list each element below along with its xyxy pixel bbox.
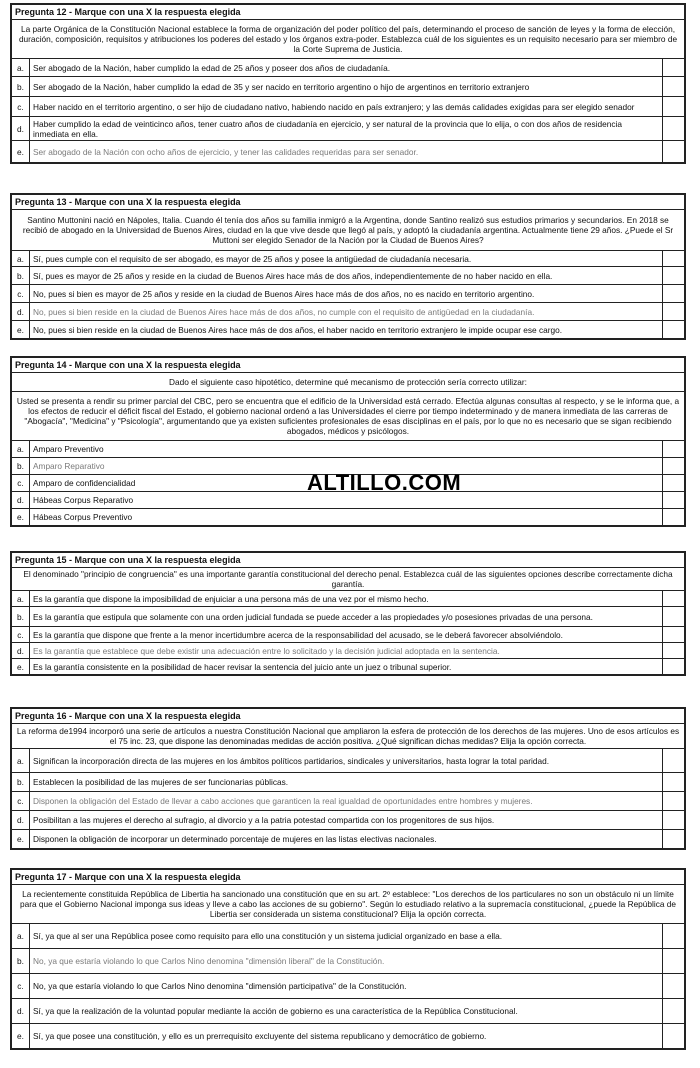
option-text: Amparo de confidencialidad: [30, 475, 663, 492]
answer-mark-box[interactable]: [662, 251, 684, 267]
answer-mark-box[interactable]: [662, 811, 684, 830]
answer-mark-box[interactable]: [662, 607, 684, 627]
answer-mark-box[interactable]: [662, 830, 684, 849]
question-stem: Dado el siguiente caso hipotético, determine qué mecanismo de protección sería correcto utilizar:: [12, 373, 685, 392]
option-row: [12, 792, 685, 811]
option-letter: e.: [12, 659, 30, 675]
answer-mark-box[interactable]: [662, 792, 684, 811]
option-text: Ser abogado de la Nación con ocho años de ejercicio, y tener las calidades requeridas para ser senador.: [30, 141, 663, 163]
option-letter: e.: [12, 509, 30, 526]
option-row: [12, 627, 685, 643]
question-stem: La reforma de1994 incorporó una serie de artículos a nuestra Constitución Nacional que ampliaron la esfera de protección de los derechos de las mujeres. Uno de esos artículos es el 75 inc. 23, que dispone las denominadas medidas de acción positiva. ¿Qué significan dichas medidas? Elija la opción correcta.: [12, 724, 685, 749]
question-15: [10, 551, 686, 676]
option-text: Haber cumplido la edad de veinticinco años, tener cuatro años de ciudadanía en ejercicio, y ser natural de la provincia que lo elija, o con dos años de residencia inmediata en ella.: [30, 117, 663, 141]
option-row: [12, 267, 685, 285]
question-12: [10, 3, 686, 164]
question-title: Pregunta 14 - Marque con una X la respuesta elegida: [12, 358, 685, 373]
option-text: Hábeas Corpus Preventivo: [30, 509, 663, 526]
question-title: Pregunta 15 - Marque con una X la respuesta elegida: [12, 553, 685, 568]
watermark: ALTILLO.COM: [307, 470, 462, 495]
option-letter: c.: [12, 627, 30, 643]
option-letter: a.: [12, 441, 30, 458]
answer-mark-box[interactable]: [662, 659, 684, 675]
answer-mark-box[interactable]: [662, 949, 684, 974]
option-text: Es la garantía consistente en la posibilidad de hacer revisar la sentencia del juicio ante un juez o tribunal superior.: [30, 659, 663, 675]
option-text: Sí, ya que la realización de la voluntad popular mediante la acción de gobierno es una característica de la República Constitucional.: [30, 999, 663, 1024]
option-text: Amparo Reparativo: [30, 458, 663, 475]
option-letter: d.: [12, 811, 30, 830]
answer-mark-box[interactable]: [662, 117, 684, 141]
option-text: No, ya que estaría violando lo que Carlos Nino denomina "dimensión participativa" de la Constitución.: [30, 974, 663, 999]
question-stem: El denominado "principio de congruencia" es una importante garantía constitucional del derecho penal. Establezca cuál de las siguientes opciones describe correctamente dicha garantía.: [12, 568, 685, 591]
question-stem: Santino Muttonini nació en Nápoles, Italia. Cuando él tenía dos años su familia inmigró a la Argentina, donde Santino realizó sus estudios primarios y secundarios. En 2018 se recibió de abogado en la Universidad de Buenos Aires, ciudad en la que vive desde que llegó al país, y adoptó la ciudadanía argentina. Actualmente tiene 29 años. ¿Puede el Sr Muttoni ser elegido Senador de la Nación por la Ciudad de Buenos Aires?: [12, 210, 685, 251]
answer-mark-box[interactable]: [662, 458, 684, 475]
option-text: Es la garantía que estipula que solamente con una orden judicial fundada se puede acceder a las propiedades y/o posesiones privadas de una persona.: [30, 607, 663, 627]
answer-mark-box[interactable]: [662, 475, 684, 492]
answer-mark-box[interactable]: [662, 999, 684, 1024]
option-row: [12, 949, 685, 974]
answer-mark-box[interactable]: [662, 627, 684, 643]
option-letter: e.: [12, 141, 30, 163]
option-row: [12, 749, 685, 773]
option-letter: c.: [12, 475, 30, 492]
option-letter: d.: [12, 643, 30, 659]
option-row: [12, 607, 685, 627]
question-stem: La recientemente constituida República de Libertia ha sancionado una constitución que en su art. 2º establece: "Los derechos de los particulares no son un obstáculo ni un límite para que el Gobierno Nacional imponga sus ideas y lleve a cabo las acciones de su gobierno". Según lo estudiado relativo a la supremacía constitucional, ¿puede la República de Libertia ser considerada un sistema constitucional? Elija la opción correcta.: [12, 885, 685, 924]
option-letter: b.: [12, 267, 30, 285]
option-letter: a.: [12, 924, 30, 949]
option-letter: b.: [12, 458, 30, 475]
question-stem: Usted se presenta a rendir su primer parcial del CBC, pero se encuentra que el edificio de la Universidad está cerrado. Efectúa algunas consultas al respecto, y se le informa que, a los efectos de reducir el déficit fiscal del Estado, el gobierno nacional ordenó a las Universidades el cierre por tiempo indeterminado y de manera inmediata de las carreras de "Abogacía", "Medicina" y "Psicología", argumentando que ya existen suficientes profesionales de esas disciplinas en el país, por lo que no es necesario que se sigan recibiendo abogados, médicos y psicólogos.: [12, 392, 685, 441]
question-17: [10, 868, 686, 1050]
question-title: Pregunta 13 - Marque con una X la respuesta elegida: [12, 195, 685, 210]
answer-mark-box[interactable]: [662, 509, 684, 526]
question-13: [10, 193, 686, 340]
option-letter: a.: [12, 251, 30, 267]
answer-mark-box[interactable]: [662, 303, 684, 321]
option-row: [12, 974, 685, 999]
option-letter: c.: [12, 792, 30, 811]
option-row: [12, 773, 685, 792]
answer-mark-box[interactable]: [662, 59, 684, 77]
question-stem: La parte Orgánica de la Constitución Nacional establece la forma de organización del poder político del país, determinando el proceso de sanción de leyes y la forma de elección, duración, composición, requisitos y atribuciones los poderes del estado y los órganos extra-poder. Establezca cuál de los siguientes es un requisito necesario para ser miembro de la Corte Suprema de Justicia.: [12, 20, 685, 59]
option-row: [12, 830, 685, 849]
option-text: Sí, ya que posee una constitución, y ello es un prerrequisito excluyente del sistema republicano y democrático de gobierno.: [30, 1024, 663, 1049]
option-row: [12, 441, 685, 458]
option-text: Haber nacido en el territorio argentino, o ser hijo de ciudadano nativo, habiendo nacido en país extranjero; y las demás calidades exigidas para ser elegido senador: [30, 97, 663, 117]
answer-mark-box[interactable]: [662, 441, 684, 458]
answer-mark-box[interactable]: [662, 974, 684, 999]
option-letter: e.: [12, 830, 30, 849]
option-letter: c.: [12, 974, 30, 999]
question-14: [10, 356, 686, 527]
option-letter: e.: [12, 1024, 30, 1049]
option-text: Sí, pues cumple con el requisito de ser abogado, es mayor de 25 años y posee la antigüedad de ciudadanía necesaria.: [30, 251, 663, 267]
option-row: [12, 643, 685, 659]
option-row: [12, 811, 685, 830]
answer-mark-box[interactable]: [662, 321, 684, 339]
option-letter: b.: [12, 77, 30, 97]
option-text: Disponen la obligación del Estado de llevar a cabo acciones que garanticen la real igualdad de oportunidades entre hombres y mujeres.: [30, 792, 663, 811]
question-title: Pregunta 12 - Marque con una X la respuesta elegida: [12, 5, 685, 20]
answer-mark-box[interactable]: [662, 492, 684, 509]
answer-mark-box[interactable]: [662, 97, 684, 117]
option-text: Ser abogado de la Nación, haber cumplido la edad de 25 años y poseer dos años de ciudadanía.: [30, 59, 663, 77]
option-row: [12, 97, 685, 117]
option-text: Disponen la obligación de incorporar un determinado porcentaje de mujeres en las listas electivas nacionales.: [30, 830, 663, 849]
option-text: No, pues si bien reside en la ciudad de Buenos Aires hace más de dos años, el haber nacido en territorio extranjero le impide ocupar ese cargo.: [30, 321, 663, 339]
option-letter: e.: [12, 321, 30, 339]
answer-mark-box[interactable]: [662, 591, 684, 607]
option-text: No, pues si bien reside en la ciudad de Buenos Aires hace más de dos años, no cumple con el requisito de antigüedad en la ciudadanía.: [30, 303, 663, 321]
option-letter: a.: [12, 749, 30, 773]
answer-mark-box[interactable]: [662, 749, 684, 773]
option-letter: d.: [12, 117, 30, 141]
option-text: Es la garantía que dispone que frente a la menor incertidumbre acerca de la responsabilidad del acusado, se le deberá favorecer absolviéndolo.: [30, 627, 663, 643]
option-letter: c.: [12, 285, 30, 303]
option-letter: a.: [12, 59, 30, 77]
option-row: [12, 1024, 685, 1049]
option-row: [12, 509, 685, 526]
option-letter: b.: [12, 949, 30, 974]
option-text: No, pues si bien es mayor de 25 años y reside en la ciudad de Buenos Aires hace más de dos años, no es nacido en territorio argentino.: [30, 285, 663, 303]
option-row: [12, 591, 685, 607]
option-letter: a.: [12, 591, 30, 607]
option-text: Establecen la posibilidad de las mujeres de ser funcionarias públicas.: [30, 773, 663, 792]
option-text: Hábeas Corpus Reparativo: [30, 492, 663, 509]
question-title: Pregunta 16 - Marque con una X la respuesta elegida: [12, 709, 685, 724]
option-row: [12, 303, 685, 321]
option-text: No, ya que estaría violando lo que Carlos Nino denomina "dimensión liberal" de la Constitución.: [30, 949, 663, 974]
option-letter: d.: [12, 999, 30, 1024]
answer-mark-box[interactable]: [662, 773, 684, 792]
option-row: [12, 77, 685, 97]
option-text: Es la garantía que establece que debe existir una adecuación entre lo solicitado y la decisión judicial adoptada en la sentencia.: [30, 643, 663, 659]
option-letter: d.: [12, 492, 30, 509]
option-text: Posibilitan a las mujeres el derecho al sufragio, al divorcio y a la patria potestad compartida con los progenitores de sus hijos.: [30, 811, 663, 830]
answer-mark-box[interactable]: [662, 924, 684, 949]
option-row: [12, 59, 685, 77]
option-row: [12, 285, 685, 303]
answer-mark-box[interactable]: [662, 285, 684, 303]
question-title: Pregunta 17 - Marque con una X la respuesta elegida: [12, 870, 685, 885]
option-row: [12, 924, 685, 949]
option-row: [12, 251, 685, 267]
option-text: Es la garantía que dispone la imposibilidad de enjuiciar a una persona más de una vez por el mismo hecho.: [30, 591, 663, 607]
option-letter: b.: [12, 773, 30, 792]
option-letter: b.: [12, 607, 30, 627]
answer-mark-box[interactable]: [662, 643, 684, 659]
question-16: [10, 707, 686, 850]
answer-mark-box[interactable]: [662, 267, 684, 285]
option-row: [12, 321, 685, 339]
option-text: Significan la incorporación directa de las mujeres en los ámbitos políticos partidarios, sindicales y universitarios, hasta lograr la total paridad.: [30, 749, 663, 773]
option-text: Ser abogado de la Nación, haber cumplido la edad de 35 y ser nacido en territorio argentino o hijo de argentinos en territorio extranjero: [30, 77, 663, 97]
option-row: [12, 999, 685, 1024]
answer-mark-box[interactable]: [662, 1024, 684, 1049]
option-row: [12, 659, 685, 675]
option-letter: d.: [12, 303, 30, 321]
answer-mark-box[interactable]: [662, 141, 684, 163]
option-text: Sí, ya que al ser una República posee como requisito para ello una constitución y un sistema judicial organizado en base a ella.: [30, 924, 663, 949]
answer-mark-box[interactable]: [662, 77, 684, 97]
option-text: Amparo Preventivo: [30, 441, 663, 458]
option-text: Sí, pues es mayor de 25 años y reside en la ciudad de Buenos Aires hace más de dos años, independientemente de no haber nacido en ella.: [30, 267, 663, 285]
option-row: [12, 141, 685, 163]
option-row: [12, 117, 685, 141]
option-letter: c.: [12, 97, 30, 117]
